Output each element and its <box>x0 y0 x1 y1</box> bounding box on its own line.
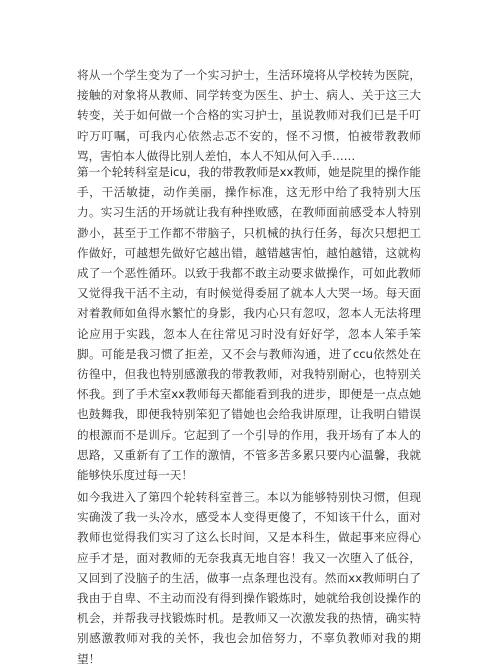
paragraph-3: 如今我进入了第四个轮转科室普三。本以为能够特别快习惯，但现实确泼了我一头冷水，感受本人变得更傻了，不知该干什么，面对教师也觉得我们实习了这么长时间，又是本科生，做起事来应得心应手才是，面对教师的无奈我真无地自容！我又一次堕入了低谷，又回到了没脑子的生活，做事一点条理也没有。然而xx教师明白了我由于自卑、不主动而没有得到操作锻炼时，她就给我创设操作的机会，并帮我寻找锻炼时机。是教师又一次激发我的热情，确实特别感激教师对我的关怀，我也会加倍努力，不辜负教师对我的期望！ <box>77 490 421 666</box>
paragraph-1: 将从一个学生变为了一个实习护士，生活环境将从学校转为医院，接触的对象将从教师、同学转变为医生、护士、病人、关于这三大转变，关于如何做一个合格的实习护士，虽说教师对我们已是千叮咛万叮嘱，可我内心依然忐忑不安的，怪不习惯，怕被带教教师骂，害怕本人做得比别人差怕，本人不知从何入手…… <box>77 68 421 163</box>
paragraph-2: 第一个轮转科室是icu，我的带教教师是xx教师，她是院里的操作能手，干活敏捷，动作美丽，操作标准，这无形中给了我特别大压力。实习生活的开场就让我有种挫败感，在教师面前感受本人特别渺小，甚至于工作都不带脑子，只机械的执行任务，每次只想把工作做好，可越想先做好它越出错，越错越害怕，越怕越错，这就构成了一个恶性循环。以致于我都不敢主动要求做操作，可如此教师又觉得我干活不主动，有时候觉得委屈了就本人大哭一场。每天面对着教师如鱼得水繁忙的身影，我内心只有忽叹，忽本人无法将理论应用于实践，忽本人在往常见习时没有好好学，忽本人笨手笨脚。可能是我习惯了拒差，又不会与教师沟通，进了ccu依然处在彷徨中，但我也特别感激我的带教教师，对我特别耐心，也特别关怀我。到了手术室xx教师每天都能看到我的进步，即便是一点点她也鼓舞我，即便我特别笨犯了错她也会给我讲原理，让我明白错误的根源而不是训斥。它起到了一个引导的作用，我开场有了本人的思路，又重新有了工作的激情，不管多苦多累只要内心温馨，我就能够快乐度过每一天！ <box>77 165 421 483</box>
